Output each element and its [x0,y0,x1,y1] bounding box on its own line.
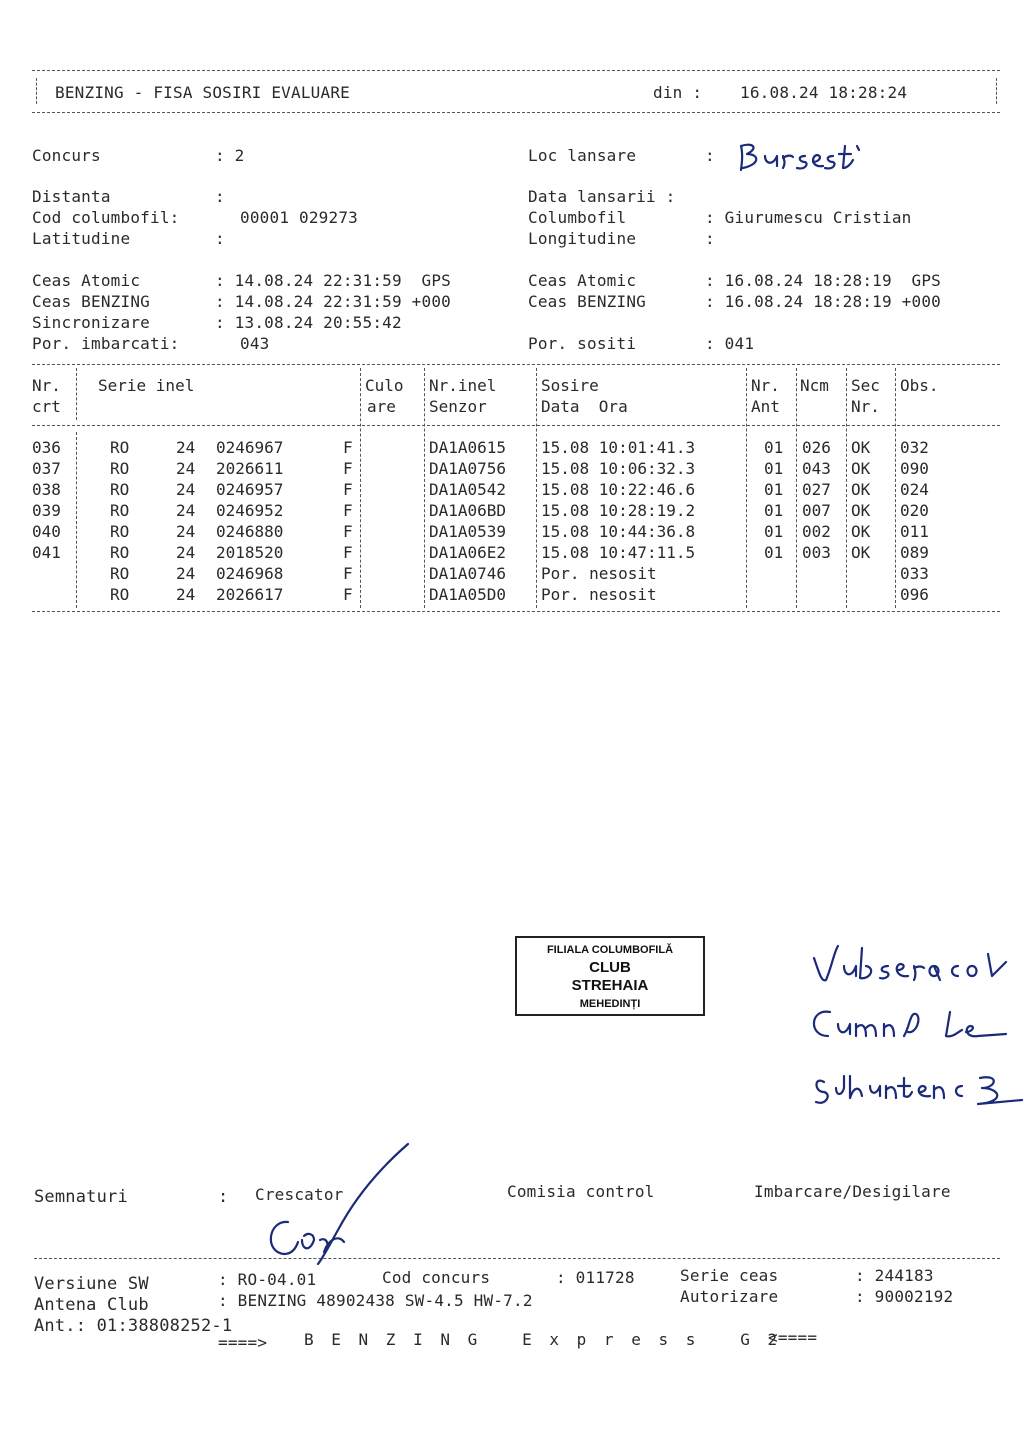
versiune-sw-value: : RO-04.01 [218,1270,317,1289]
brand-text: B E N Z I N G E x p r e s s G 2 [304,1330,782,1349]
ceas-atomic-left-value: : 14.08.24 22:31:59 GPS [215,271,451,290]
stamp-line-3: STREHAIA [571,977,649,994]
loc-lansare-label: Loc lansare [528,146,637,165]
col-sep-2 [360,368,361,608]
cell-sec: OK [851,459,871,478]
cell-obs: 033 [900,564,929,583]
table-header-border [32,425,1000,426]
cell-nr: 037 [32,459,61,478]
cell-sosire: 15.08 10:01:41.3 [541,438,696,457]
header-bottom-border [32,112,1000,113]
col-sep-1-body [76,432,77,608]
longitudine-value: : [705,229,715,248]
longitudine-label: Longitudine [528,229,637,248]
table-top-border [32,364,1000,365]
serie-ceas-value: : 244183 [855,1266,934,1285]
ceas-benzing-right-label: Ceas BENZING [528,292,646,311]
th-nr-inel-1: Nr.inel [429,376,497,395]
cell-obs: 089 [900,543,929,562]
cell-sex: F [343,564,353,583]
cell-nr: 039 [32,501,61,520]
document-title: BENZING - FISA SOSIRI EVALUARE [55,83,350,102]
cell-an: 24 [176,501,196,520]
por-imbarcati-value: 043 [240,334,270,353]
cell-tara: RO [110,585,130,604]
sincronizare-value: : 13.08.24 20:55:42 [215,313,402,332]
th-culoare-1: Culo [365,376,404,395]
columbofil-value: : Giurumescu Cristian [705,208,912,227]
por-imbarcati-label: Por. imbarcati: [32,334,180,353]
cell-sec: OK [851,480,871,499]
autorizare-value: : 90002192 [855,1287,954,1306]
loc-lansare-sep: : [705,146,715,165]
th-sosire-1: Sosire [541,376,599,395]
cell-senzor: DA1A0746 [429,564,507,583]
brand-arrow-right: <==== [768,1328,818,1347]
cell-inel: 2026611 [216,459,284,478]
cell-sex: F [343,543,353,562]
th-sec-1: Sec [851,376,880,395]
th-culoare-2: are [367,397,396,416]
ant-label: Ant.: 01:38808252-1 [34,1316,233,1336]
th-nr-crt-2: crt [32,397,61,416]
cell-obs: 090 [900,459,929,478]
cod-concurs-label: Cod concurs [382,1268,491,1287]
latitudine-value: : [215,229,225,248]
cell-an: 24 [176,459,196,478]
stamp-line-1: FILIALA COLUMBOFILĂ [546,944,674,956]
cell-sosire: Por. nesosit [541,564,657,583]
club-stamp [515,936,705,1016]
cell-sosire: Por. nesosit [541,585,657,604]
cell-inel: 2018520 [216,543,284,562]
antena-club-label: Antena Club [34,1295,149,1315]
cell-sosire: 15.08 10:22:46.6 [541,480,696,499]
concurs-label: Concurs [32,146,101,165]
cell-sosire: 15.08 10:06:32.3 [541,459,696,478]
col-sep-7 [846,368,847,608]
cell-senzor: DA1A0539 [429,522,507,541]
cell-tara: RO [110,438,130,457]
th-nr-ant-1: Nr. [751,376,780,395]
cell-obs: 011 [900,522,929,541]
cell-tara: RO [110,501,130,520]
cell-ncm: 007 [802,501,831,520]
cod-concurs-value: : 011728 [556,1268,635,1287]
cell-inel: 0246957 [216,480,284,499]
cell-sex: F [343,522,353,541]
cell-sex: F [343,459,353,478]
cell-an: 24 [176,564,196,583]
cell-sex: F [343,438,353,457]
footer-top-border [34,1258,1000,1259]
ceas-atomic-label: Ceas Atomic [32,271,141,290]
cell-sex: F [343,585,353,604]
cell-nr: 040 [32,522,61,541]
stamp-line-4: MEHEDINȚI [579,998,641,1010]
cell-senzor: DA1A05D0 [429,585,507,604]
serie-ceas-label: Serie ceas [680,1266,779,1285]
brand-arrow-left: ====> [218,1333,268,1352]
col-sep-4 [536,368,537,608]
cell-ant: 01 [764,522,784,541]
cell-ncm: 002 [802,522,831,541]
cell-sec: OK [851,501,871,520]
header-top-border [32,70,1000,71]
distanta-label: Distanta [32,187,111,206]
cell-an: 24 [176,543,196,562]
th-sec-2: Nr. [851,397,880,416]
header-right-border [996,78,997,104]
cell-an: 24 [176,522,196,541]
th-ncm: Ncm [800,376,829,395]
cell-sex: F [343,501,353,520]
cell-tara: RO [110,522,130,541]
ceas-benzing-left-value: : 14.08.24 22:31:59 +000 [215,292,451,311]
cell-ant: 01 [764,459,784,478]
crescator-label: Crescator [255,1185,344,1204]
cell-ncm: 003 [802,543,831,562]
cell-inel: 2026617 [216,585,284,604]
cell-ant: 01 [764,501,784,520]
cell-obs: 020 [900,501,929,520]
versiune-sw-label: Versiune SW [34,1274,149,1294]
cell-senzor: DA1A06BD [429,501,507,520]
cell-tara: RO [110,564,130,583]
cell-ncm: 043 [802,459,831,478]
cell-ncm: 026 [802,438,831,457]
cell-inel: 0246880 [216,522,284,541]
imbarcare-desigilare-label: Imbarcare/Desigilare [754,1182,951,1201]
cell-inel: 0246952 [216,501,284,520]
cell-senzor: DA1A06E2 [429,543,507,562]
cell-ant: 01 [764,438,784,457]
stamp-line-2: CLUB [589,959,631,976]
th-obs: Obs. [900,376,939,395]
cell-an: 24 [176,438,196,457]
cell-inel: 0246967 [216,438,284,457]
ceas-atomic-right-value: : 16.08.24 18:28:19 GPS [705,271,941,290]
comisia-control-label: Comisia control [507,1182,655,1201]
por-sositi-value: : 041 [705,334,755,353]
din-value: 16.08.24 18:28:24 [740,83,908,102]
semnaturi-sep: : [218,1187,229,1207]
cell-sec: OK [851,543,871,562]
header-left-border [36,78,37,104]
ceas-atomic-right-label: Ceas Atomic [528,271,637,290]
cell-an: 24 [176,480,196,499]
th-serie-inel: Serie inel [98,376,195,395]
columbofil-label: Columbofil [528,208,627,227]
cod-columbofil-label: Cod columbofil: [32,208,180,227]
cell-inel: 0246968 [216,564,284,583]
cell-nr: 036 [32,438,61,457]
cell-nr: 038 [32,480,61,499]
antena-club-value: : BENZING 48902438 SW-4.5 HW-7.2 [218,1291,533,1310]
col-sep-5 [746,368,747,608]
col-sep-6 [796,368,797,608]
table-bottom-border [32,611,1000,612]
ceas-benzing-right-value: : 16.08.24 18:28:19 +000 [705,292,941,311]
loc-lansare-handwritten [735,138,865,174]
sincronizare-label: Sincronizare [32,313,150,332]
din-label: din : [653,83,703,102]
col-sep-8 [895,368,896,608]
th-sosire-2: Data Ora [541,397,628,416]
th-nr-crt-1: Nr. [32,376,61,395]
cell-tara: RO [110,543,130,562]
cell-tara: RO [110,459,130,478]
por-sositi-label: Por. sositi [528,334,637,353]
cell-sosire: 15.08 10:28:19.2 [541,501,696,520]
semnaturi-label: Semnaturi [34,1187,128,1207]
cell-obs: 096 [900,585,929,604]
cell-nr: 041 [32,543,61,562]
cell-senzor: DA1A0542 [429,480,507,499]
cell-obs: 032 [900,438,929,457]
cell-an: 24 [176,585,196,604]
concurs-value: : 2 [215,146,245,165]
cod-columbofil-value: 00001 029273 [240,208,358,227]
cell-senzor: DA1A0615 [429,438,507,457]
latitudine-label: Latitudine [32,229,131,248]
cell-tara: RO [110,480,130,499]
autorizare-label: Autorizare [680,1287,779,1306]
col-sep-3 [424,368,425,608]
distanta-value: : [215,187,225,206]
crescator-signature [258,1140,428,1270]
cell-sex: F [343,480,353,499]
ceas-benzing-label: Ceas BENZING [32,292,150,311]
col-sep-1-head [76,368,77,420]
data-lansarii-label: Data lansarii : [528,187,676,206]
cell-senzor: DA1A0756 [429,459,507,478]
commission-handwritten-signatures [800,936,1024,1126]
cell-sec: OK [851,522,871,541]
cell-ant: 01 [764,480,784,499]
th-nr-inel-2: Senzor [429,397,487,416]
cell-obs: 024 [900,480,929,499]
cell-sec: OK [851,438,871,457]
cell-ant: 01 [764,543,784,562]
cell-sosire: 15.08 10:44:36.8 [541,522,696,541]
cell-sosire: 15.08 10:47:11.5 [541,543,696,562]
th-nr-ant-2: Ant [751,397,780,416]
cell-ncm: 027 [802,480,831,499]
